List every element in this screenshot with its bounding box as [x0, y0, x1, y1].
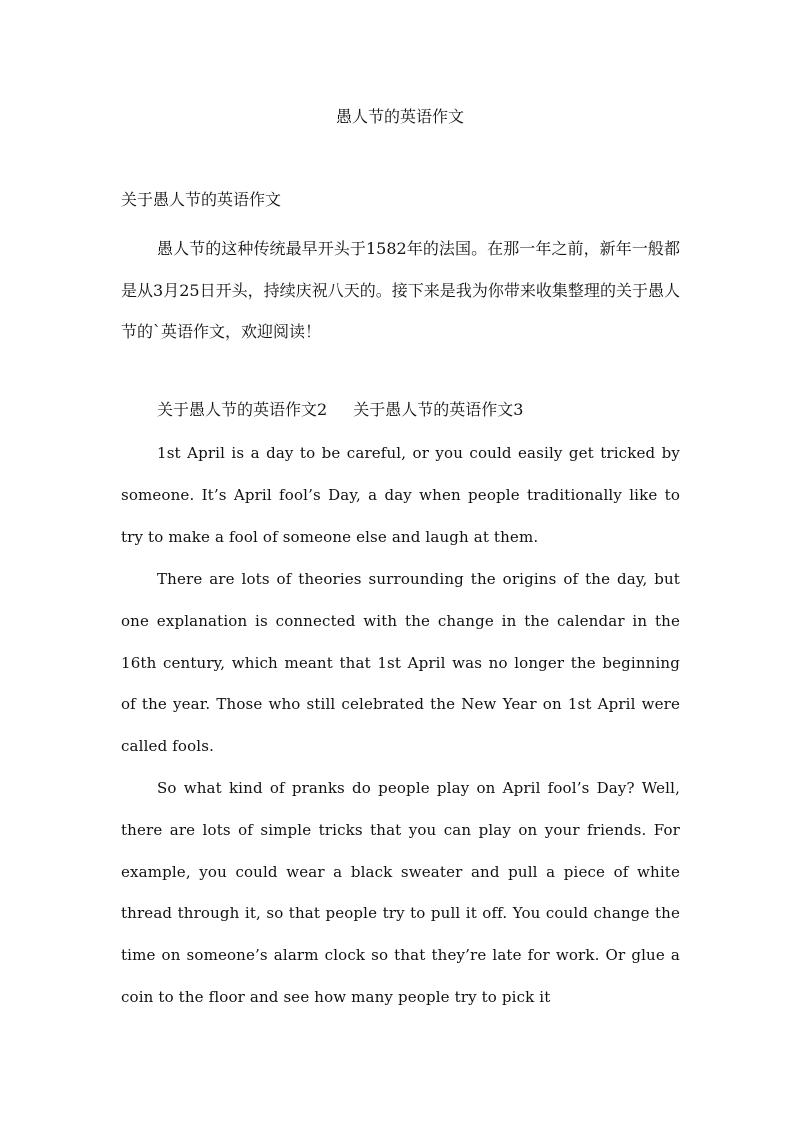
body-paragraph-1: 1st April is a day to be careful, or you could easily get tricked by someone. It’s April fool’s Day, a day when people traditionally like to try to make a fool of someone else and laugh at them.	[121, 444, 680, 546]
body-paragraph-2: There are lots of theories surrounding the origins of the day, but one explanation is connected with the change in the calendar in the 16th century, which meant that 1st April was no longer the beginning of the year. Those who still celebrated the New Year on 1st April were called fools.	[121, 570, 680, 756]
related-article-link-2[interactable]: 关于愚人节的英语作文2	[157, 400, 328, 419]
intro-paragraph: 愚人节的这种传统最早开头于1582年的法国。在那一年之前，新年一般都是从3月25日开头，持续庆祝八天的。接下来是我为你带来收集整理的关于愚人节的`英语作文，欢迎阅读！	[121, 239, 680, 341]
related-articles	[157, 395, 523, 425]
body-paragraph-3: So what kind of pranks do people play on April fool’s Day? Well, there are lots of simple tricks that you can play on your friends. For example, you could wear a black sweater and pull a piece of white thread through it, so that people try to pull it off. You could change the time on someone’s alarm clock so that they’re late for work. Or glue a coin to the floor and see how many people try to pick it	[121, 779, 680, 1006]
related-article-link-3[interactable]: 关于愚人节的英语作文3	[353, 400, 524, 419]
document-title: 愚人节的英语作文	[335, 107, 464, 126]
section-heading: 关于愚人节的英语作文	[121, 190, 282, 209]
